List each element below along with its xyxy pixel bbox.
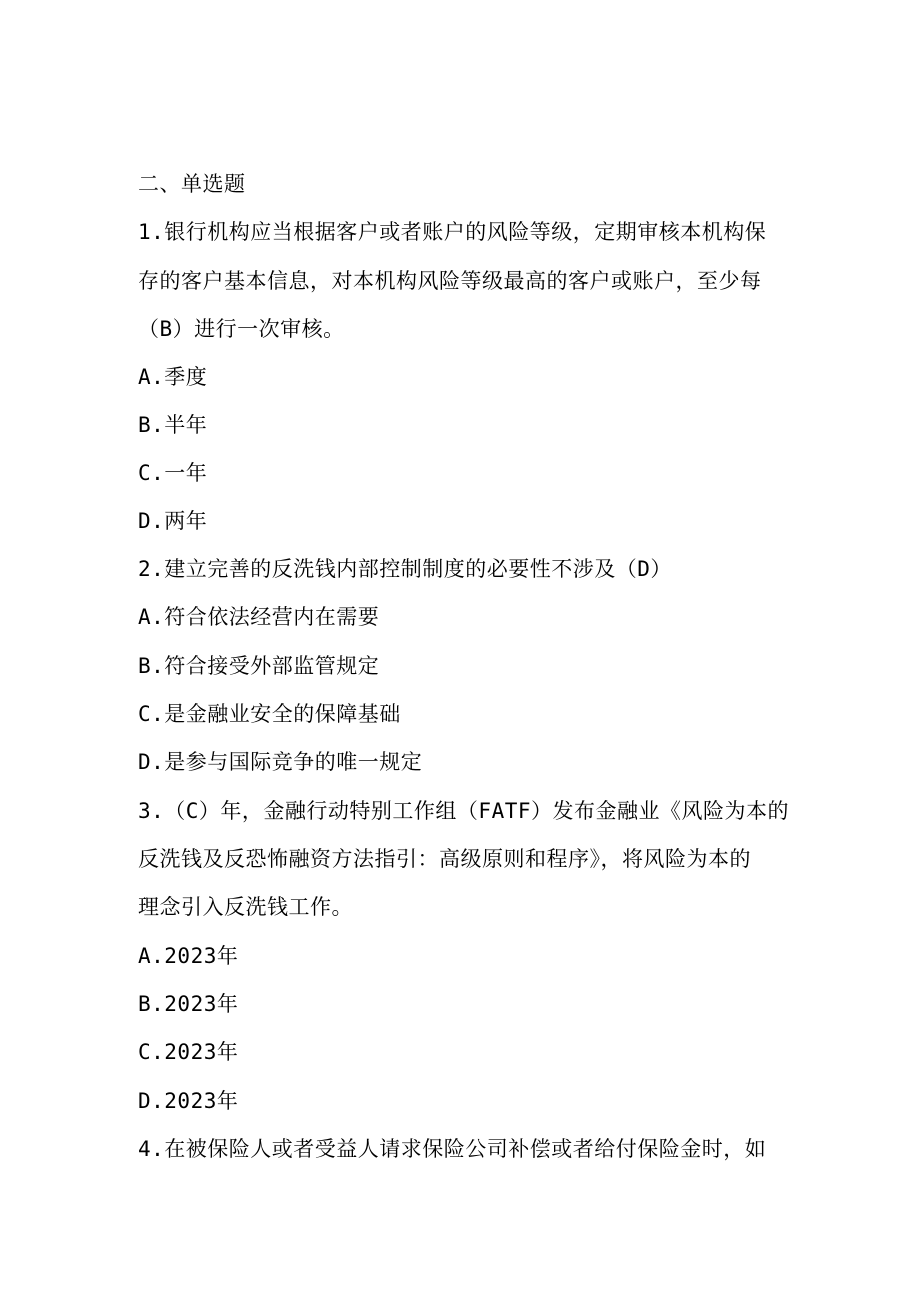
question-1-option-d: D.两年	[138, 509, 208, 533]
question-2-option-c: C.是金融业安全的保障基础	[138, 702, 401, 726]
question-3-option-a: A.2023年	[138, 944, 239, 968]
question-4-line-1: 4.在被保险人或者受益人请求保险公司补偿或者给付保险金时，如	[138, 1137, 767, 1161]
question-3-option-b: B.2023年	[138, 992, 239, 1016]
question-1-option-c: C.一年	[138, 461, 208, 485]
question-2-option-a: A.符合依法经营内在需要	[138, 605, 380, 629]
question-1-line-3: （B）进行一次审核。	[138, 317, 345, 341]
question-3-option-c: C.2023年	[138, 1040, 239, 1064]
question-3-line-1: 3.（C）年，金融行动特别工作组（FATF）发布金融业《风险为本的	[138, 799, 789, 823]
question-2-option-d: D.是参与国际竞争的唯一规定	[138, 750, 423, 774]
question-1-line-2: 存的客户基本信息，对本机构风险等级最高的客户或账户，至少每	[138, 269, 762, 293]
question-2-option-b: B.符合接受外部监管规定	[138, 654, 380, 678]
question-1-option-b: B.半年	[138, 413, 208, 437]
question-3-line-2: 反洗钱及反恐怖融资方法指引：高级原则和程序》，将风险为本的	[138, 847, 751, 871]
question-3-option-d: D.2023年	[138, 1089, 239, 1113]
question-1-line-1: 1.银行机构应当根据客户或者账户的风险等级，定期审核本机构保	[138, 220, 767, 244]
question-2-line-1: 2.建立完善的反洗钱内部控制制度的必要性不涉及（D）	[138, 557, 672, 581]
question-1-option-a: A.季度	[138, 365, 208, 389]
question-3-line-3: 理念引入反洗钱工作。	[138, 895, 353, 919]
section-title: 二、单选题	[138, 172, 246, 196]
